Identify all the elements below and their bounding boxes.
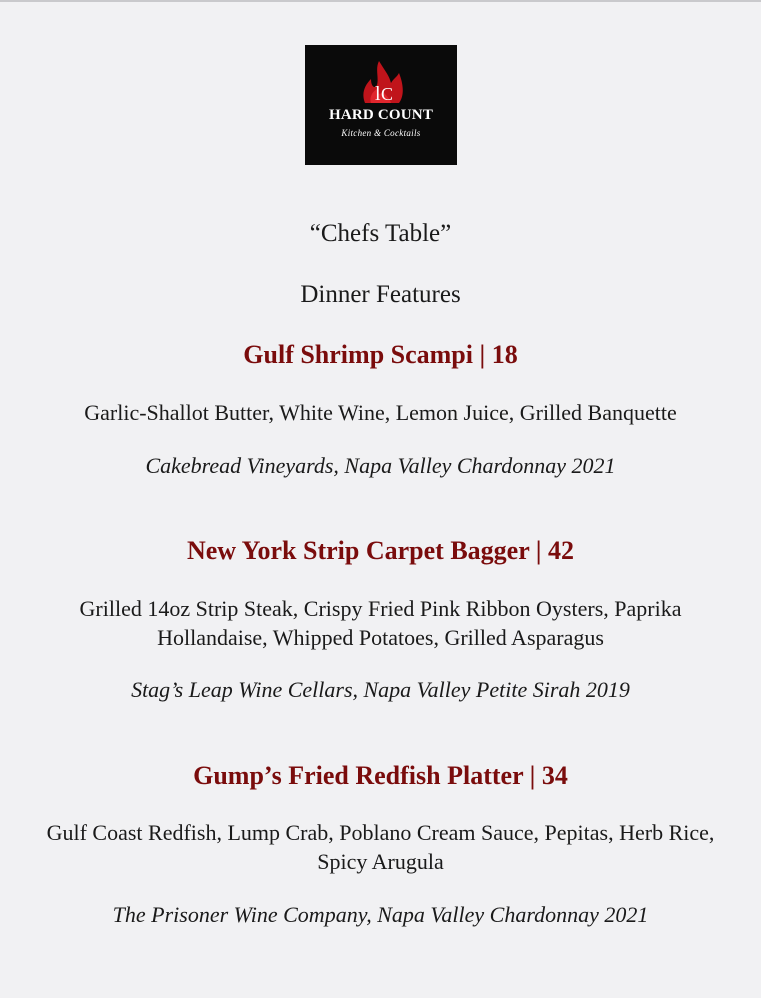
menu-subtitle: Dinner Features bbox=[300, 281, 461, 308]
menu-title: “Chefs Table” bbox=[309, 220, 452, 247]
dish-title: New York Strip Carpet Bagger | 42 bbox=[186, 536, 575, 565]
dish-description: Grilled 14oz Strip Steak, Crispy Fried Pink Ribbon Oysters, Paprika Hollandaise, Whipped Potatoes, Grilled Asparagus bbox=[79, 596, 682, 650]
dish-description: Gulf Coast Redfish, Lump Crab, Poblano Cream Sauce, Pepitas, Herb Rice, Spicy Arugula bbox=[46, 820, 715, 874]
dish-title: Gulf Shrimp Scampi | 18 bbox=[243, 340, 518, 369]
wine-pairing: Stag’s Leap Wine Cellars, Napa Valley Petite Sirah 2019 bbox=[131, 677, 630, 702]
flame-monogram-icon bbox=[305, 45, 457, 165]
svg-text:l: l bbox=[375, 83, 381, 105]
wine-pairing: Cakebread Vineyards, Napa Valley Chardonnay 2021 bbox=[145, 453, 616, 478]
restaurant-logo bbox=[305, 45, 457, 165]
logo-tagline: Kitchen & Cocktails bbox=[341, 128, 421, 138]
dish-title: Gump’s Fried Redfish Platter | 34 bbox=[193, 761, 568, 790]
wine-pairing: The Prisoner Wine Company, Napa Valley Chardonnay 2021 bbox=[112, 902, 649, 927]
logo-name: HARD COUNT bbox=[328, 107, 434, 123]
top-border bbox=[0, 0, 761, 2]
svg-text:C: C bbox=[381, 84, 394, 104]
dish-description: Garlic-Shallot Butter, White Wine, Lemon Juice, Grilled Banquette bbox=[84, 400, 677, 425]
